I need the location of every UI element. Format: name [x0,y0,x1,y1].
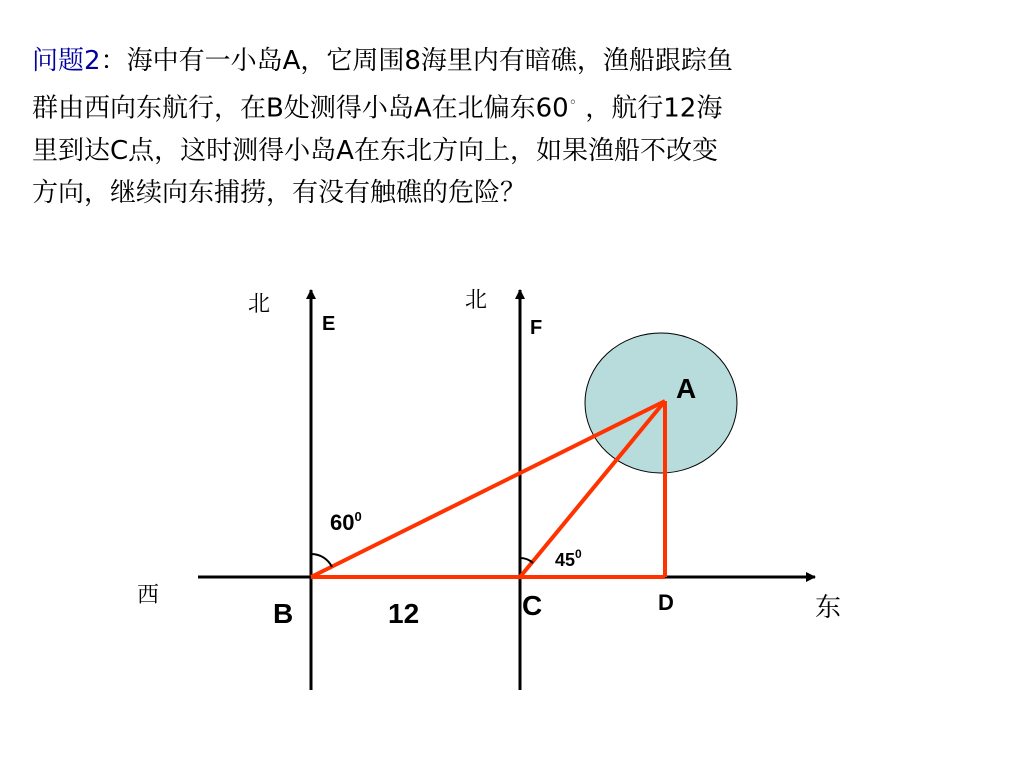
problem-line-3: 里到达C点，这时测得小岛A在东北方向上，如果渔船不改变 [32,135,718,166]
angle-c-superscript: 0 [575,547,582,561]
angle-b-superscript: 0 [354,509,362,524]
segment-bc-length: 12 [388,598,420,629]
angle-c-label [555,547,582,570]
problem-colon: ： [100,46,127,76]
point-d-label: D [658,590,674,615]
angle-b-value: 60 [330,510,355,535]
north-label-b: 北 [248,292,271,317]
problem-line-1-text: 海中有一小岛A，它周围8海里内有暗礁，渔船跟踪鱼 [126,46,733,76]
problem-line-2-tail: ，航行12海 [576,93,723,124]
point-f-label: F [530,317,543,339]
segment-ba [311,401,665,577]
north-label-c: 北 [465,288,488,313]
east-direction-label: 东 [815,593,842,623]
point-b-label: B [273,598,294,629]
problem-label: 问题2 [32,46,101,76]
angle-c-value: 45 [555,550,576,570]
west-direction-label: 西 [137,583,160,608]
problem-line-4: 方向，继续向东捕捞，有没有触礁的危险？ [32,177,527,208]
point-a-label: A [676,373,697,404]
degree-symbol: ◦ [568,95,577,111]
point-c-label: C [522,590,543,621]
angle-arc-c [520,558,533,563]
point-e-label: E [322,313,336,335]
angle-arc-b [311,554,332,567]
problem-line-2-text: 群由西向东航行，在B处测得小岛A在北偏东60 [32,93,569,124]
angle-b-label [330,509,362,535]
